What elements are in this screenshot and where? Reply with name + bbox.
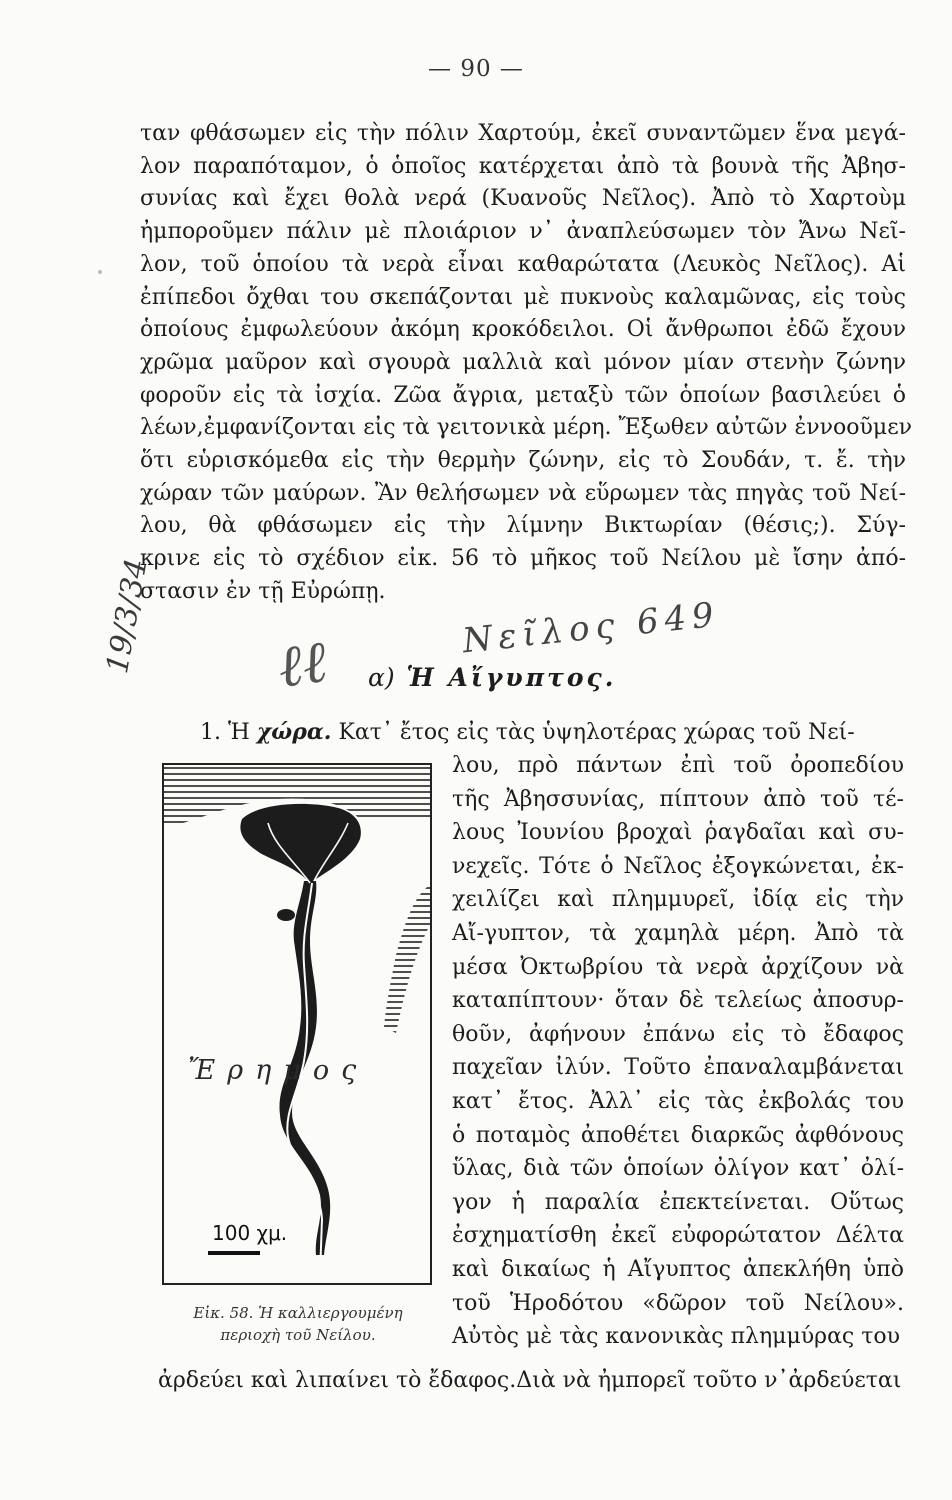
nile-map [162, 763, 432, 1285]
text-line: παχεῖαν ἰλύν. Τοῦτο ἐπαναλαμβάνεται [452, 1055, 904, 1081]
text-line: λον παραπόταμον, ὁ ὁποῖος κατέρχεται ἀπὸ τὰ βουνὰ τῆς Ἀβησ- [140, 153, 906, 179]
subsection-article: Ἡ [228, 720, 250, 745]
text-line: κρινε εἰς τὸ σχέδιον εἰκ. 56 τὸ μῆκος τοῦ Νείλου μὲ ἴσην ἀπό- [140, 546, 906, 572]
page-number: — 90 — [428, 56, 524, 82]
text-line: συνίας καὶ ἔχει θολὰ νερά (Κυανοῦς Νεῖλος). Ἀπὸ τὸ Χαρτοὺμ [140, 186, 906, 212]
text-line: καταπίπτουν· ὅταν δὲ τελείως ἀποσυρ- [452, 988, 904, 1014]
fayum-oasis [277, 909, 295, 921]
text-line: λους Ἰουνίου βροχαὶ ῥαγδαῖαι καὶ συ- [452, 820, 904, 846]
subsection-lead [200, 716, 855, 750]
section-heading-title: Ἡ Αἴγυπτος. [406, 663, 617, 692]
text-line: ταν φθάσωμεν εἰς τὴν πόλιν Χαρτούμ, ἐκεῖ συναντῶμεν ἕνα μεγά- [140, 121, 906, 146]
figure-caption-line2: περιοχὴ τοῦ Νείλου. [220, 1326, 376, 1344]
text-line: κατ᾽ ἔτος. Ἀλλ᾽ εἰς τὰς ἐκβολάς του [452, 1088, 904, 1114]
handwritten-note: Νεῖλος 649 [460, 594, 722, 662]
text-line: τοῦ Ἡροδότου «δῶρον τοῦ Νείλου». [452, 1290, 904, 1316]
text-line: ὁποίους ἐμφωλεύουν ἀκόμη κροκόδειλοι. Οἱ ἄνθρωποι ἐδῶ ἔχουν [140, 317, 906, 343]
section-heading-prefix: α) [368, 663, 395, 692]
text-line: ὁ ποταμὸς ἀποθέτει διαρκῶς ἀφθόνους [452, 1122, 904, 1148]
text-line: ἐσχηματίσθη ἐκεῖ εὐφορώτατον Δέλτα [452, 1223, 904, 1249]
text-line: ἐπίπεδοι ὄχθαι του σκεπάζονται μὲ πυκνοὺς καλαμῶνας, εἰς τοὺς [140, 284, 906, 310]
top-paragraph [140, 118, 912, 609]
text-line: γον ἡ παραλία ἐπεκτείνεται. Οὕτως [452, 1189, 904, 1215]
subsection-first-line: Κατ᾽ ἔτος εἰς τὰς ὑψηλοτέρας χώρας τοῦ Νεί- [338, 720, 855, 745]
margin-dot [98, 270, 102, 274]
text-line: λου, πρὸ πάντων ἐπὶ τοῦ ὀροπεδίου [452, 753, 904, 778]
text-line: χρῶμα μαῦρον καὶ σγουρὰ μαλλιὰ καὶ μόνον μίαν στενὴν ζώνην [140, 349, 906, 375]
text-line: λέων,ἐμφανίζονται εἰς τὰ γειτονικὰ μέρη. Ἔξωθεν αὐτῶν ἐννοοῦμεν [140, 415, 912, 441]
side-paragraph [452, 749, 904, 1354]
text-line: στασιν ἐν τῇ Εὐρώπῃ. [140, 578, 386, 604]
text-line: φοροῦν εἰς τὰ ἰσχία. Ζῶα ἄγρια, μεταξὺ τῶν ὁποίων βασιλεύει ὁ [140, 382, 906, 408]
subsection-title: χώρα. [256, 719, 332, 745]
figure-caption-line1: Εἰκ. 58. Ἡ καλλιεργουμένη [193, 1304, 403, 1322]
text-line: ἠμποροῦμεν πάλιν μὲ πλοιάριον ν᾽ ἀναπλεύσωμεν τὸν Ἄνω Νεῖ- [140, 219, 906, 245]
section-heading [368, 663, 616, 692]
text-line: ὕλας, διὰ τῶν ὁποίων ὀλίγον κατ᾽ ὀλί- [452, 1156, 904, 1182]
text-line: λου, θὰ φθάσωμεν εἰς τὴν λίμνην Βικτωρίαν (θέσις;). Σύγ- [140, 513, 906, 539]
desert-label: Ἔρημος [188, 1055, 369, 1086]
handwritten-date: 19/3/34 [100, 556, 155, 677]
text-line: ὅτι εὑρισκόμεθα εἰς τὴν θερμὴν ζώνην, εἰς τὸ Σουδάν, τ. ἔ. τὴν [140, 448, 906, 474]
handwritten-signature: ℓℓ [273, 626, 331, 702]
text-line: Αἴ-γυπτον, τὰ χαμηλὰ μέρη. Ἀπὸ τὰ [452, 920, 904, 946]
text-line: λον, τοῦ ὁποίου τὰ νερὰ εἶναι καθαρώτατα (Λευκὸς Νεῖλος). Αἱ [140, 251, 906, 277]
text-line: νεχεῖς. Τότε ὁ Νεῖλος ἐξογκώνεται, ἐκ- [452, 853, 904, 879]
bottom-line: ἀρδεύει καὶ λιπαίνει τὸ ἔδαφος.Διὰ νὰ ἠμπορεῖ τοῦτο ν᾽ἀρδεύεται [158, 1368, 902, 1393]
text-line: τῆς Ἀβησσυνίας, πίπτουν ἀπὸ τοῦ τέ- [452, 786, 904, 812]
text-line: χειλίζει καὶ πλημμυρεῖ, ἰδίᾳ εἰς τὴν [452, 887, 904, 913]
nile-map-drawing [164, 765, 430, 1283]
figure-caption [158, 1302, 438, 1346]
text-line: μέσα Ὀκτωβρίου τὰ νερὰ ἀρχίζουν νὰ [452, 954, 904, 980]
text-line: Αὐτὸς μὲ τὰς κανονικὰς πλημμύρας του [452, 1324, 901, 1350]
text-line: καὶ δικαίως ἡ Αἴγυπτος ἀπεκλήθη ὑπὸ [452, 1256, 904, 1282]
text-line: χώραν τῶν μαύρων. Ἂν θελήσωμεν νὰ εὕρωμεν τὰς πηγὰς τοῦ Νεί- [140, 480, 906, 506]
subsection-number: 1. [200, 720, 221, 745]
scale-label: 100 χμ. [212, 1221, 288, 1245]
red-sea-hatching [384, 885, 430, 1033]
text-line: θοῦν, ἀφήνουν ἐπάνω εἰς τὸ ἔδαφος [452, 1021, 904, 1047]
